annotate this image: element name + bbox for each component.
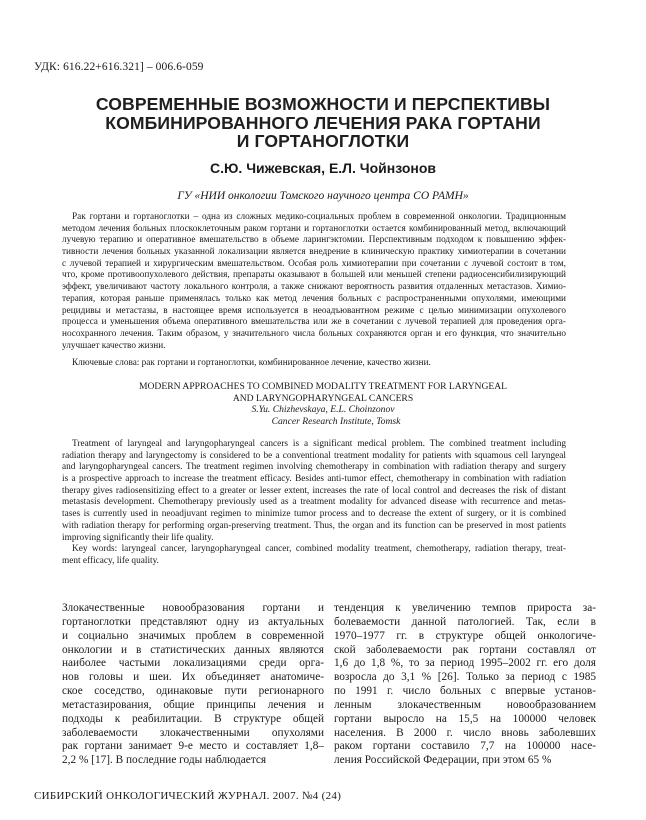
abstract-ru-line: что, кроме противоопухолевого действия, препараты оказывают в большей или меньшей степени радиосенсибилизирующий	[62, 270, 566, 281]
abstract-ru-line: лучевую терапию и оперативное вмешательство в объеме ларингэктомии. Перспективным подходом к повышению эффек-	[62, 235, 566, 246]
body-line: Злокачественные новообразования гортани и	[62, 602, 324, 614]
abstract-ru-line: Рак гортани и гортаноглотки – одна из сложных медико-социальных проблем в современной онкологии. Традиционным	[72, 212, 566, 222]
abstract-en-line: with radiation therapy for performing organ-preserving treatment. Thus, the organ and its function can be preserved in most patients	[62, 520, 566, 531]
body-line: онкологии и в статистических данных являются	[62, 643, 324, 656]
abstract-ru-line: методом лечения больных плоскоклеточным раком гортани и гортаноглотки остается комбинированный метод, включающий	[62, 223, 566, 234]
abstract-ru-line: процесса и уменьшения объема оперативного вмешательства или же в сочетании с лучевой терапией для проведения орга-	[62, 317, 566, 328]
abstract-ru-line: рецидивы и метастазы, в настоящее время используется в неоадъювантном режиме с целью минимизации опухолевого	[62, 305, 566, 316]
body-line: ской заболеваемости рак гортани составлял от	[334, 643, 596, 656]
title-line: И ГОРТАНОГЛОТКИ	[236, 131, 410, 151]
abstract-en-line: and laryngopharyngeal cancers. The treatment regimen involving chemotherapy in combination with radiation therapy and surgery	[62, 462, 566, 473]
english-institute: Cancer Research Institute, Tomsk	[271, 416, 401, 428]
body-line: 1970–1977 гг. в структуре общей онкологиче-	[334, 629, 596, 642]
journal-footer: СИБИРСКИЙ ОНКОЛОГИЧЕСКИЙ ЖУРНАЛ. 2007. №4 (24)	[34, 790, 342, 802]
body-line: гортаноглотки представляют одну из актуальных	[62, 615, 324, 628]
abstract-en-line: Treatment of laryngeal and laryngopharyngeal cancers is a significant medical problem. The combined treatment including	[72, 439, 566, 449]
affiliation: ГУ «НИИ онкологии Томского научного центра СО РАМН»	[177, 190, 469, 202]
article-title	[40, 95, 606, 151]
body-line: гортани выросло на 15,5 на 100000 человек	[334, 712, 596, 725]
abstract-en-line: metastasis development. Chemotherapy previously used as a treatment modality for advanced disease with recurrence and metas-	[62, 497, 566, 508]
body-line: рак гортани занимает 9-е место и составляет 1,8–	[62, 740, 324, 753]
abstract-ru-line: носохранного лечения. Таким образом, у значительного числа больных сохраняются орган и его функция, что значительно	[62, 328, 566, 339]
body-line: заболеваемости злокачественными опухолями	[62, 726, 324, 739]
abstract-ru-line: с лучевой терапией и хирургическим вмешательством. Особая роль химиотерапии при сочетании с лучевой состоит в том,	[62, 258, 566, 269]
abstract-en	[62, 439, 566, 568]
body-line: ское соседство, одинаковые пути регионарного	[62, 685, 324, 698]
body-line: болеваемости данной патологией. Так, если в	[334, 615, 596, 628]
body-line: раком гортани составило 7,7 на 100000 насе-	[334, 740, 596, 753]
body-line: и социально значимых проблем в современной	[62, 629, 324, 642]
title-line: СОВРЕМЕННЫЕ ВОЗМОЖНОСТИ И ПЕРСПЕКТИВЫ	[95, 94, 551, 114]
body-line: 1,6 до 1,8 %, то за период 1995–2002 гг. его доля	[334, 657, 596, 670]
english-title-line: AND LARYNGOPHARYNGEAL CANCERS	[232, 392, 414, 404]
english-title-block	[0, 381, 646, 428]
abstract-en-line: ment efficacy, life quality.	[62, 555, 159, 566]
abstract-ru-line: эффект, увеличивают частоту локального контроля, а также снижают вероятность развития отдаленных метастазов. Химио-	[62, 282, 566, 293]
english-title-line: MODERN APPROACHES TO COMBINED MODALITY TREATMENT FOR LARYNGEAL	[138, 381, 508, 392]
body-line: ленным злокачественным новообразованием	[334, 698, 596, 711]
abstract-ru-line: тивности лечения больных указанной локализации является внедрение в клиническую практику химиотерапии в сочетании	[62, 247, 566, 258]
body-line: возросла до 3,1 % [26]. Только за период с 1985	[334, 671, 596, 684]
english-authors: S.Yu. Chizhevskaya, E.L. Choinzonov	[251, 404, 395, 416]
authors: С.Ю. Чижевская, Е.Л. Чойнзонов	[209, 160, 437, 176]
body-column-left	[62, 602, 324, 768]
body-line: нов головы и шеи. Их объединяет анатомиче-	[62, 671, 324, 684]
abstract-en-line: radiation therapy and laryngectomy is considered to be a conventional treatment modality for patients with squamous cell laryngeal	[62, 450, 566, 461]
body-line: по 1991 г. число больных с впервые установ-	[334, 685, 596, 698]
body-line: тенденция к увеличению темпов прироста за-	[334, 602, 596, 614]
body-line: 2,2 % [17]. В последние годы наблюдается	[62, 754, 267, 767]
body-line: наиболее частыми локализациями среди орга-	[62, 657, 324, 670]
abstract-en-line: tases is currently used in neoadjuvant regimen to minimize tumor process and to decrease the extent of surgery, or it is combined	[62, 509, 566, 520]
abstract-en-line: is a prospective approach to increase the treatment efficacy. Besides anti-tumor effect, chemotherapy in combination with radiation	[62, 474, 566, 485]
body-column-right	[334, 602, 596, 768]
body-line: подходы к реабилитации. В структуре общей	[62, 712, 324, 725]
abstract-en-line: improving significantly their life quality.	[62, 532, 214, 543]
abstract-ru	[62, 212, 566, 352]
title-line: КОМБИНИРОВАННОГО ЛЕЧЕНИЯ РАКА ГОРТАНИ	[105, 112, 541, 133]
body-line: метастазирования, общие принципы лечения и	[62, 698, 324, 711]
abstract-ru-line: улучшает качество жизни.	[62, 340, 166, 351]
abstract-en-line: Key words: laryngeal cancer, laryngopharyngeal cancer, combined modality treatment, chemotherapy, radiation therapy, treat-	[72, 544, 566, 555]
body-line: населения. В 2000 г. число вновь заболевших	[334, 726, 596, 739]
udc-code: УДК: 616.22+616.321] – 006.6-059	[34, 61, 204, 73]
keywords-ru: Ключевые слова: рак гортани и гортаноглотки, комбинированное лечение, качество жизни.	[72, 358, 431, 368]
body-line: ления Российской Федерации, при этом 65 %	[334, 754, 552, 767]
abstract-en-line: therapy gives radiosensitizing effect to a greater or lesser extent, increases the rate of local control and decreases the risk of distant	[62, 485, 566, 496]
abstract-ru-line: терапия, которая раньше применялась только как метод лечения больных с распространенными опухолями, имеющими	[62, 293, 566, 304]
